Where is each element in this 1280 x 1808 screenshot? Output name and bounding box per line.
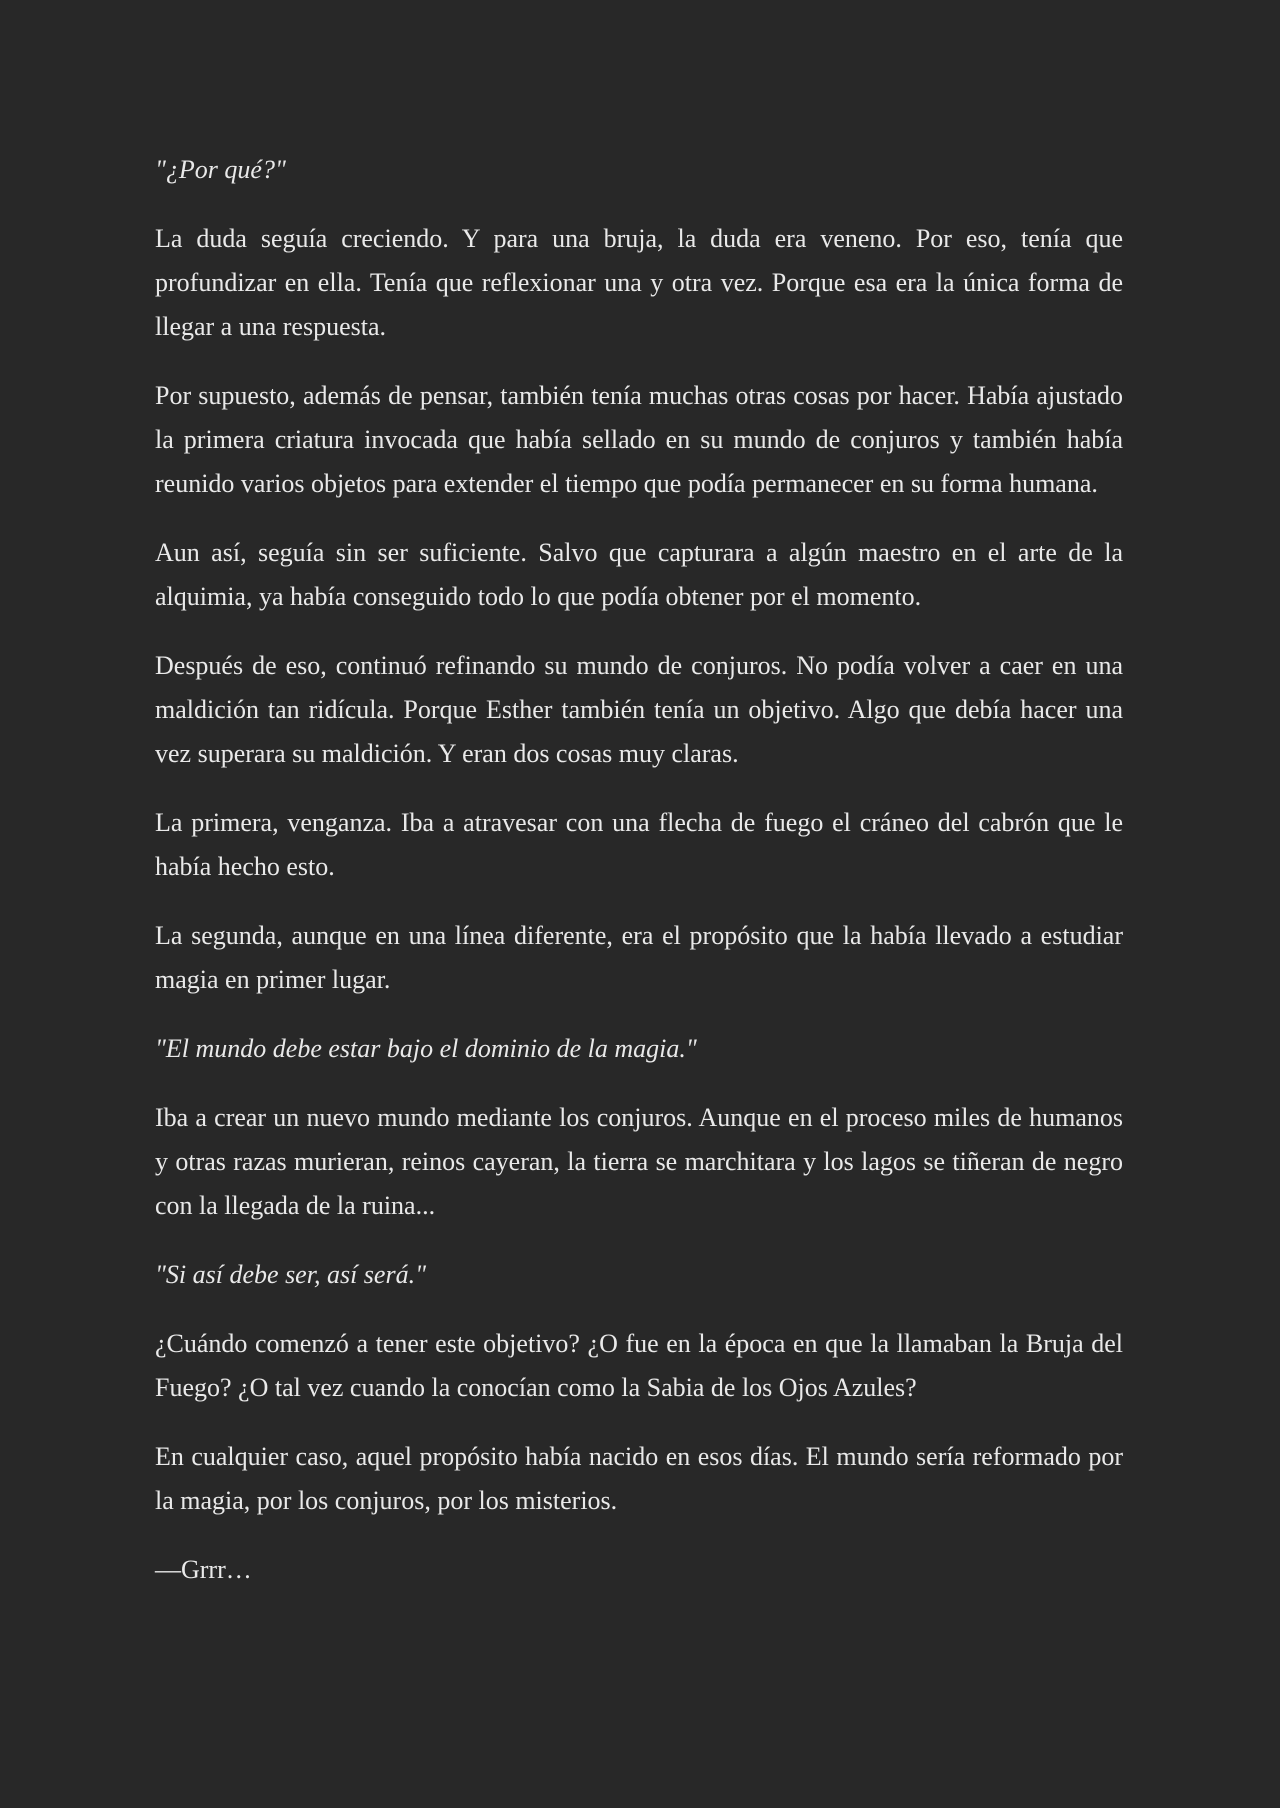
- paragraph-6: La primera, venganza. Iba a atravesar con una flecha de fuego el cráneo del cabrón que le había hecho esto.: [155, 808, 1123, 881]
- paragraph-2: La duda seguía creciendo. Y para una bruja, la duda era veneno. Por eso, tenía que profundizar en ella. Tenía que reflexionar una y otra vez. Porque esa era la única forma de llegar a una respuesta.: [155, 224, 1123, 341]
- reading-page: [155, 148, 1123, 1617]
- paragraph-3: Por supuesto, además de pensar, también tenía muchas otras cosas por hacer. Había ajustado la primera criatura invocada que había sellado en su mundo de conjuros y también había reunido varios objetos para extender el tiempo que podía permanecer en su forma humana.: [155, 381, 1123, 498]
- paragraph-8: "El mundo debe estar bajo el dominio de la magia.": [155, 1034, 697, 1063]
- paragraph-1: "¿Por qué?": [155, 155, 286, 184]
- paragraph-12: En cualquier caso, aquel propósito había nacido en esos días. El mundo sería reformado por la magia, por los conjuros, por los misterios.: [155, 1442, 1123, 1515]
- paragraph-10: "Si así debe ser, así será.": [155, 1260, 426, 1289]
- paragraph-5: Después de eso, continuó refinando su mundo de conjuros. No podía volver a caer en una maldición tan ridícula. Porque Esther también tenía un objetivo. Algo que debía hacer una vez superara su maldición. Y eran dos cosas muy claras.: [155, 651, 1123, 768]
- paragraph-11: ¿Cuándo comenzó a tener este objetivo? ¿O fue en la época en que la llamaban la Bruja del Fuego? ¿O tal vez cuando la conocían como la Sabia de los Ojos Azules?: [155, 1329, 1123, 1402]
- paragraph-13: —Grrr…: [155, 1555, 252, 1584]
- paragraph-4: Aun así, seguía sin ser suficiente. Salvo que capturara a algún maestro en el arte de la alquimia, ya había conseguido todo lo que podía obtener por el momento.: [155, 538, 1123, 611]
- paragraph-7: La segunda, aunque en una línea diferente, era el propósito que la había llevado a estudiar magia en primer lugar.: [155, 921, 1123, 994]
- paragraph-9: Iba a crear un nuevo mundo mediante los conjuros. Aunque en el proceso miles de humanos y otras razas murieran, reinos cayeran, la tierra se marchitara y los lagos se tiñeran de negro con la llegada de la ruina...: [155, 1103, 1123, 1220]
